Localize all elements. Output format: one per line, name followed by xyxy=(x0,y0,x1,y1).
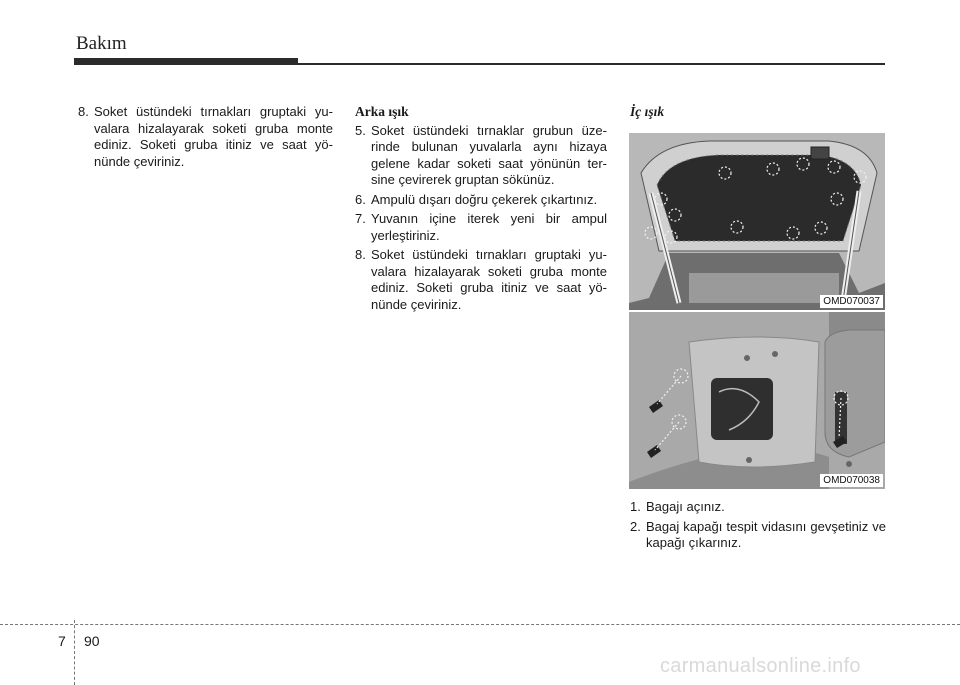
list-item xyxy=(355,123,607,189)
figure-trunk-lid xyxy=(629,133,885,310)
step-number: 8. xyxy=(78,104,89,119)
step-text: Soket üstündeki tırnakları gruptaki yuvalara hizalayarak soketi gruba monte ediniz. Soketi gruba itiniz ve saat yönünde çeviriniz. xyxy=(94,104,333,169)
figure-label: OMD070037 xyxy=(820,295,883,308)
trunk-lid-illustration xyxy=(629,133,885,310)
interior-light-steps xyxy=(630,499,886,555)
header-title: Bakım xyxy=(76,33,127,54)
step-text: Bagaj kapağı tespit vidasını gevşetiniz ve kapağı çıkarınız. xyxy=(646,518,886,550)
list-item xyxy=(630,519,886,552)
step-text: Bagajı açınız. xyxy=(646,499,725,514)
step-number: 8. xyxy=(355,247,366,262)
step-number: 5. xyxy=(355,122,366,138)
section-heading-rear-light: Arka ışık xyxy=(355,104,409,119)
step-number: 2. xyxy=(630,518,641,534)
list-item xyxy=(78,104,333,170)
header-rule-thin xyxy=(74,63,885,65)
step-number: 1. xyxy=(630,499,641,514)
step-number: 7. xyxy=(355,211,366,226)
section-number: 7 xyxy=(58,633,66,649)
step-text: Yuvanın içine iterek yeni bir ampul yerleştiriniz. xyxy=(371,211,607,243)
step-number: 6. xyxy=(355,191,366,207)
list-item xyxy=(355,211,607,244)
figure-lid-cover xyxy=(629,312,885,489)
list-item xyxy=(355,192,607,209)
watermark: carmanualsonline.info xyxy=(660,655,861,677)
section-heading-interior-light: İç ışık xyxy=(630,104,665,119)
column-2 xyxy=(355,104,607,316)
lid-cover-illustration xyxy=(629,312,885,489)
column-1 xyxy=(78,104,333,173)
page-number: 90 xyxy=(84,633,100,649)
column-3 xyxy=(630,104,886,121)
footer-divider xyxy=(0,624,960,625)
figure-label: OMD070038 xyxy=(820,474,883,487)
list-item xyxy=(355,247,607,313)
step-text: Soket üstündeki tırnakları gruptaki yuvalara hizalayarak soketi gruba monte ediniz. Soketi gruba itiniz ve saat yönünde çeviriniz. xyxy=(371,247,607,312)
footer-vertical-divider xyxy=(74,620,75,685)
list-item xyxy=(630,499,886,516)
step-text: Ampulü dışarı doğru çekerek çıkartınız. xyxy=(371,191,598,207)
step-text: Soket üstündeki tırnaklar grubun üzerinde bulunan yuvalarla aynı hizaya gelene kadar soketi saat yönünün tersine çevirerek gruptan sökünüz. xyxy=(371,122,607,187)
